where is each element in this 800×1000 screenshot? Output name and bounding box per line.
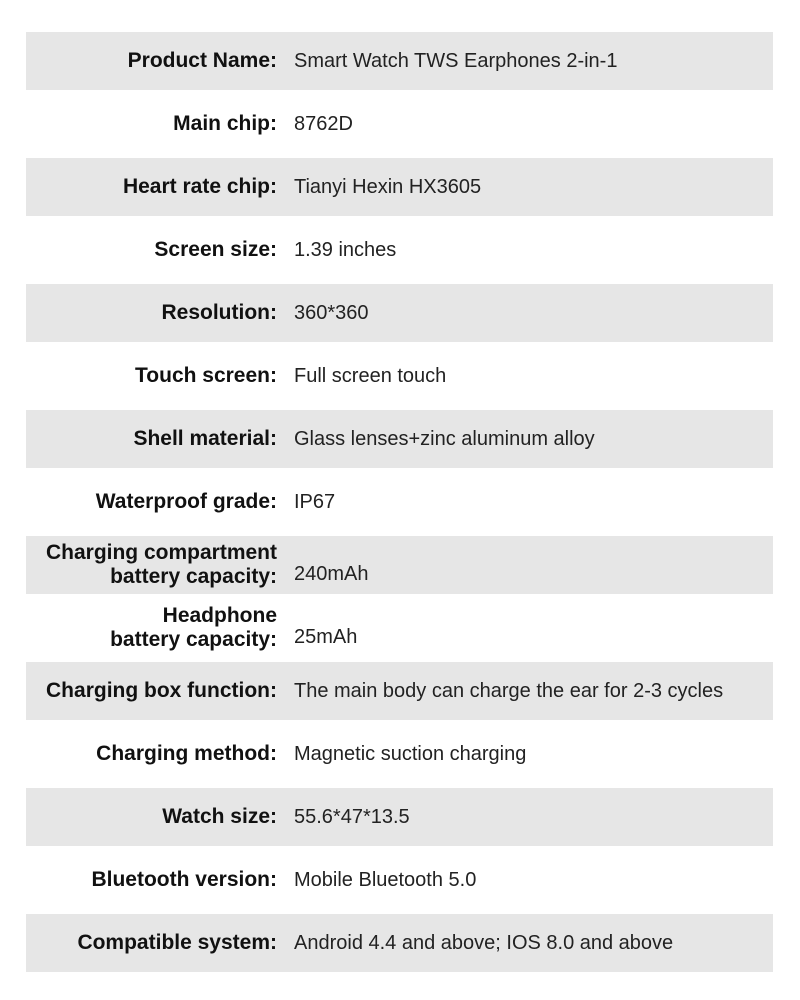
spec-label: Screen size: — [154, 238, 277, 261]
spec-value: Magnetic suction charging — [294, 742, 527, 765]
spec-row-bluetooth-version — [26, 846, 773, 914]
spec-row-shell-material — [26, 410, 773, 468]
spec-value: Mobile Bluetooth 5.0 — [294, 868, 477, 891]
spec-value: 240mAh — [294, 562, 369, 585]
spec-value: The main body can charge the ear for 2-3 cycles — [294, 679, 724, 702]
spec-table — [26, 32, 773, 972]
spec-row-headphone-capacity — [26, 594, 773, 662]
spec-row-charging-method — [26, 720, 773, 788]
spec-label: Charging compartment battery capacity: — [45, 541, 277, 588]
spec-row-charging-compartment-capacity — [26, 536, 773, 594]
spec-label: Waterproof grade: — [95, 490, 277, 513]
spec-value: 1.39 inches — [294, 238, 397, 261]
spec-label: Touch screen: — [135, 364, 277, 387]
spec-value: Smart Watch TWS Earphones 2-in-1 — [294, 49, 618, 72]
spec-label: Charging method: — [96, 742, 277, 765]
spec-row-watch-size — [26, 788, 773, 846]
spec-label: Resolution: — [161, 301, 277, 324]
spec-label: Bluetooth version: — [91, 868, 277, 891]
spec-value: Glass lenses+zinc aluminum alloy — [294, 427, 595, 450]
spec-label: Compatible system: — [77, 931, 277, 954]
spec-row-product-name — [26, 32, 773, 90]
spec-row-waterproof-grade — [26, 468, 773, 536]
spec-row-charging-box-function — [26, 662, 773, 720]
spec-value: 360*360 — [294, 301, 369, 324]
spec-row-heart-rate-chip — [26, 158, 773, 216]
spec-value: Tianyi Hexin HX3605 — [294, 175, 482, 198]
spec-value: IP67 — [294, 490, 336, 513]
spec-label: Charging box function: — [46, 679, 277, 702]
spec-row-main-chip — [26, 90, 773, 158]
spec-label: Shell material: — [133, 427, 277, 450]
spec-label: Watch size: — [162, 805, 277, 828]
spec-row-screen-size — [26, 216, 773, 284]
spec-value: Android 4.4 and above; IOS 8.0 and above — [294, 931, 674, 954]
spec-label: Main chip: — [173, 112, 277, 135]
spec-label: Headphone battery capacity: — [110, 604, 277, 651]
spec-row-compatible-system — [26, 914, 773, 972]
spec-value: 55.6*47*13.5 — [294, 805, 410, 828]
spec-row-touch-screen — [26, 342, 773, 410]
spec-value: 8762D — [294, 112, 353, 135]
spec-row-resolution — [26, 284, 773, 342]
spec-label: Product Name: — [127, 49, 277, 72]
spec-label: Heart rate chip: — [122, 175, 277, 198]
spec-value: Full screen touch — [294, 364, 447, 387]
spec-value: 25mAh — [294, 625, 358, 648]
